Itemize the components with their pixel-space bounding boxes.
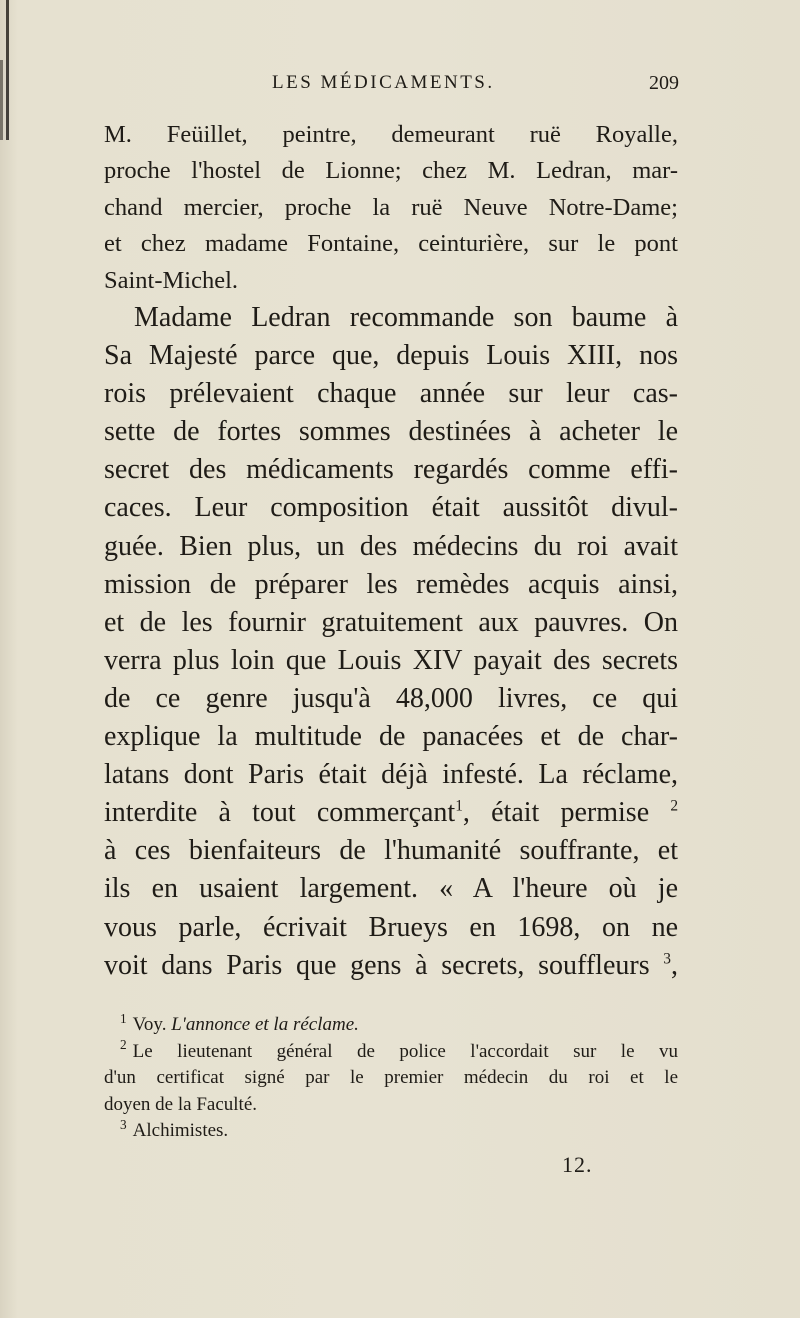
text-line: secret des médicaments regardés comme effi- bbox=[104, 454, 678, 486]
text-line: vous parle, écrivait Brueys en 1698, on ne bbox=[104, 911, 678, 943]
text-line: M. Feüillet, peintre, demeurant ruë Royalle, bbox=[104, 121, 678, 148]
text-fragment: voit dans Paris que gens à secrets, souffleurs bbox=[104, 949, 650, 981]
text-fragment: , bbox=[671, 949, 678, 981]
footnote-number: 1 bbox=[120, 1010, 127, 1026]
footnote-text: Voy. bbox=[132, 1014, 172, 1035]
footnote-1 bbox=[104, 1012, 678, 1039]
text-line: de ce genre jusqu'à 48,000 livres, ce qui bbox=[104, 682, 678, 714]
text-line: guée. Bien plus, un des médecins du roi avait bbox=[104, 530, 678, 562]
text-line: Madame Ledran recommande son baume à bbox=[134, 302, 678, 333]
footnote-text: Le lieutenant général de police l'accordait sur le vu bbox=[132, 1040, 678, 1062]
text-line: sette de fortes sommes destinées à acheter le bbox=[104, 416, 678, 448]
text-line: Sa Majesté parce que, depuis Louis XIII, nos bbox=[104, 340, 678, 372]
continuation-text bbox=[104, 117, 678, 299]
footnote-number: 2 bbox=[120, 1037, 127, 1053]
signature-mark: 12. bbox=[562, 1152, 593, 1177]
footnote-2-line-3: doyen de la Faculté. bbox=[104, 1093, 258, 1115]
text-line: et chez madame Fontaine, ceinturière, sur le pont bbox=[104, 230, 678, 258]
footnote-2-line-2: d'un certificat signé par le premier médecin du roi et le bbox=[104, 1067, 678, 1088]
text-fragment: , était permise bbox=[462, 797, 650, 829]
text-line: latans dont Paris était déjà infesté. La réclame, bbox=[104, 759, 678, 791]
footnote-3 bbox=[104, 1118, 678, 1145]
text-line: rois prélevaient chaque année sur leur cas- bbox=[104, 378, 678, 410]
footnote-ref-3[interactable]: 3 bbox=[663, 950, 671, 968]
running-title: LES MÉDICAMENTS. bbox=[272, 72, 495, 93]
text-line: ils en usaient largement. « A l'heure où je bbox=[104, 873, 678, 905]
binding-edge-shadow bbox=[6, 0, 9, 140]
main-paragraph bbox=[104, 299, 678, 985]
footnote-ref-2[interactable]: 2 bbox=[670, 797, 679, 815]
footnote-2 bbox=[104, 1039, 678, 1066]
text-line: verra plus loin que Louis XIV payait des secrets bbox=[104, 644, 678, 676]
text-line bbox=[104, 794, 678, 832]
binding-edge-shadow-2 bbox=[0, 60, 3, 140]
text-line: Saint-Michel. bbox=[104, 266, 239, 294]
footnote-italic-title: L'annonce et la réclame. bbox=[171, 1014, 359, 1035]
text-line bbox=[104, 947, 678, 985]
text-line: proche l'hostel de Lionne; chez M. Ledran, mar- bbox=[104, 157, 678, 185]
text-line: et de les fournir gratuitement aux pauvres. On bbox=[104, 606, 678, 638]
text-line: mission de préparer les remèdes acquis ainsi, bbox=[104, 568, 678, 600]
text-line: chand mercier, proche la ruë Neuve Notre-Dame; bbox=[104, 193, 678, 221]
text-line: à ces bienfaiteurs de l'humanité souffrante, et bbox=[104, 835, 678, 867]
text-line: caces. Leur composition était aussitôt divul- bbox=[104, 492, 678, 524]
footnotes bbox=[104, 1012, 678, 1145]
text-fragment: interdite à tout commerçant bbox=[104, 797, 456, 829]
text-line: explique la multitude de panacées et de char- bbox=[104, 721, 678, 753]
page-number: 209 bbox=[649, 72, 679, 94]
footnote-ref-1[interactable]: 1 bbox=[455, 797, 463, 815]
footnote-number: 3 bbox=[120, 1116, 127, 1132]
footnote-text: Alchimistes. bbox=[132, 1120, 229, 1141]
